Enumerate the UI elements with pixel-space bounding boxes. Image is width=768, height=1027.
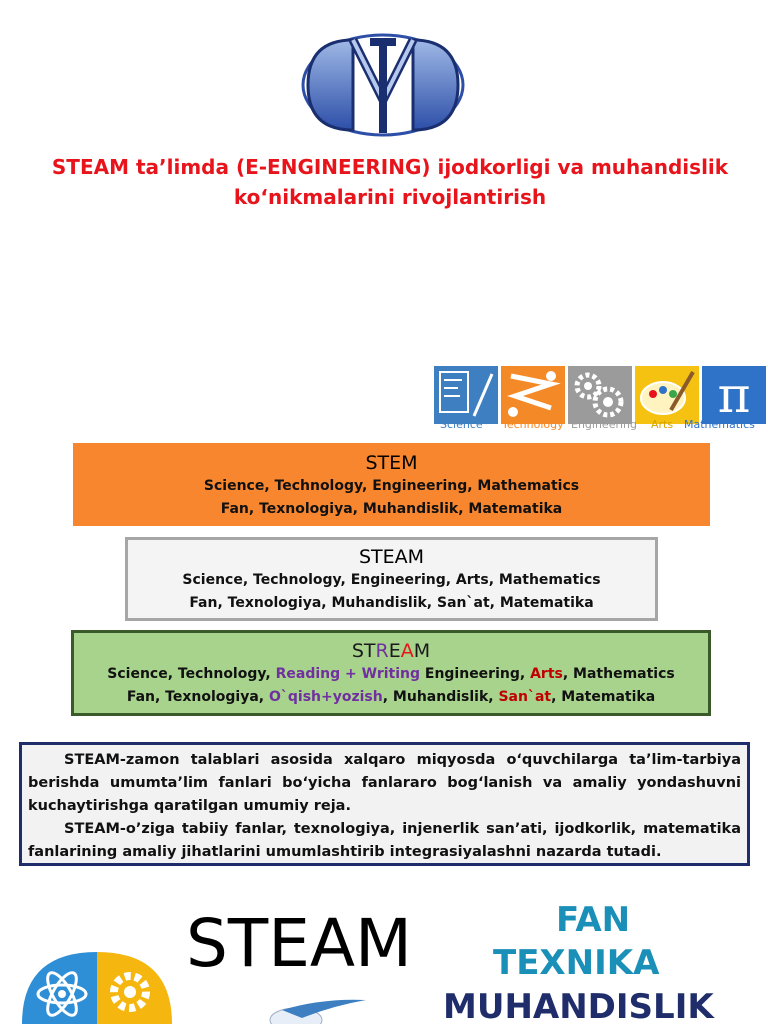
engineering-icon [568, 366, 632, 424]
svg-text:π: π [717, 366, 751, 424]
stream-line2-part: , Matematika [551, 689, 656, 705]
steam-line-2: Fan, Texnologiya, Muhandislik, San`at, Matematika [189, 595, 594, 611]
mathematics-icon [702, 366, 766, 424]
steam-big-word: STEAM [186, 905, 413, 982]
description-paragraph-1: STEAM-zamon talablari asosida xalqaro miqyosda o‘quvchilarga ta’lim-tarbiya berishda umumta’lim fanlari bo‘yicha fanlararo bog‘lanish va amaliy yondashuvni kuchaytirishga qaratilgan umumiy reja. [28, 752, 741, 814]
stream-line1-part: , Mathematics [562, 666, 675, 682]
strip-label-arts: Arts [651, 418, 674, 431]
stem-line-2: Fan, Texnologiya, Muhandislik, Matematika [220, 501, 563, 517]
stream-heading-a: A [400, 640, 414, 662]
stream-heading-e: E [388, 640, 401, 662]
strip-label-engineering: Engineering [571, 418, 637, 431]
stream-oqish-yozish: O`qish+yozish [268, 689, 383, 705]
strip-label-mathematics: Mathematics [684, 418, 755, 431]
steam-box [125, 537, 658, 621]
stream-heading-st: ST [351, 640, 376, 662]
page-title [40, 152, 740, 212]
science-icon [434, 366, 498, 424]
logo [298, 30, 468, 140]
word-texnika: TEXNIKA [493, 943, 660, 983]
stream-heading-m: M [413, 640, 431, 662]
stream-sanat: San`at [498, 689, 552, 705]
stream-line-2 [74, 686, 708, 709]
swoosh-logo-icon [262, 996, 372, 1024]
description-paragraph-2: STEAM-o’ziga tabiiy fanlar, texnologiya, injenerlik san’ati, ijodkorlik, matematika fanlarining amaliy jihatlarini umumlashtirib integrasiyalashni nazarda tutadi. [28, 821, 741, 860]
word-fan: FAN [556, 900, 631, 940]
stream-arts: Arts [530, 666, 563, 682]
technology-icon [501, 366, 565, 424]
stream-line1-part: Engineering, [420, 666, 531, 682]
word-muhandislik: MUHANDISLIK [443, 987, 714, 1027]
steam-icon-strip [434, 366, 766, 432]
title-line-1: STEAM ta’limda (E-ENGINEERING) ijodkorligi va muhandislik [51, 155, 729, 179]
strip-label-science: Science [440, 418, 483, 431]
stream-line2-part: Fan, Texnologiya, [126, 689, 269, 705]
stream-heading-r: R [375, 640, 389, 662]
stream-reading-writing: Reading + Writing [275, 666, 420, 682]
title-line-2: ko‘nikmalarini rivojlantirish [233, 185, 547, 209]
arts-icon [635, 366, 699, 424]
steam-heading: STEAM [358, 546, 425, 568]
strip-label-technology: Technology [502, 418, 564, 431]
stem-line-1: Science, Technology, Engineering, Mathematics [203, 478, 580, 494]
description-block [19, 742, 750, 866]
stem-box [73, 443, 710, 526]
stream-line1-part: Science, Technology, [107, 666, 276, 682]
stem-heading: STEM [365, 452, 418, 474]
atom-gear-icon [12, 952, 182, 1024]
stream-line2-part: , Muhandislik, [382, 689, 499, 705]
steam-line-1: Science, Technology, Engineering, Arts, Mathematics [182, 572, 601, 588]
stream-heading [74, 639, 708, 663]
stream-line-1 [74, 663, 708, 686]
stream-box [71, 630, 711, 716]
